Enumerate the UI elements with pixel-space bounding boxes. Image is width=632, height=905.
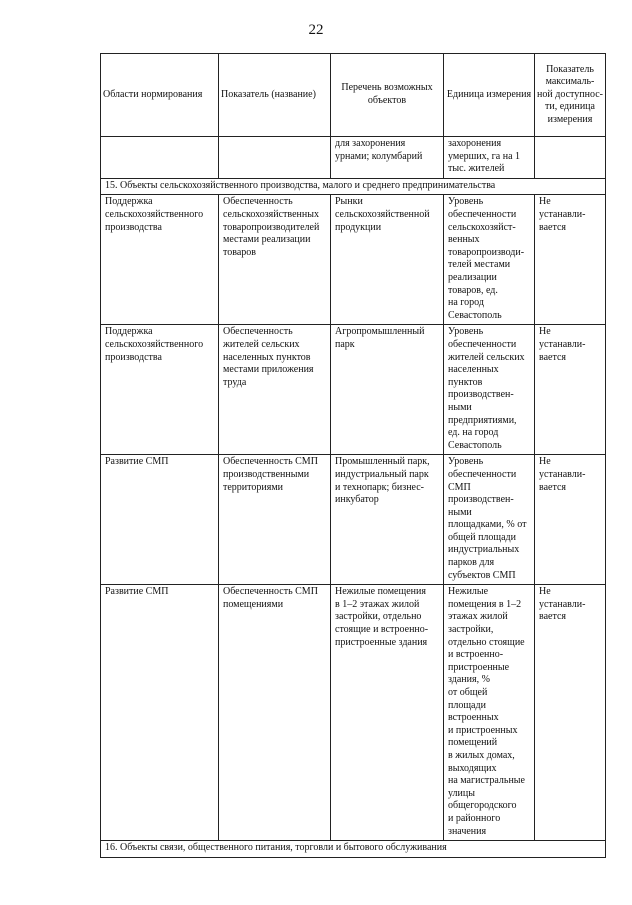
row-objects: Рынки сельскохозяйственной продукции <box>331 195 444 325</box>
row-area: Поддержка сельскохозяйственного производства <box>101 195 219 325</box>
row-indicator: Обеспеченность жителей сельских населенных пунктов местами приложения труда <box>219 325 331 455</box>
table-row <box>101 585 606 841</box>
header-unit: Единица измерения <box>444 54 535 137</box>
table-row <box>101 455 606 585</box>
section-15-title: 15. Объекты сельскохозяйственного производства, малого и среднего предпринимательства <box>101 178 606 195</box>
row-unit: Уровень обеспеченности жителей сельских населенных пунктов производствен- ными предприятиями, ед. на город Севастополь <box>444 325 535 455</box>
row-indicator: Обеспеченность сельскохозяйственных товаропроизводителей местами реализации товаров <box>219 195 331 325</box>
header-indicator: Показатель (название) <box>219 54 331 137</box>
header-objects: Перечень возможных объектов <box>331 54 444 137</box>
cont-indicator <box>219 137 331 179</box>
cont-unit: захоронения умерших, га на 1 тыс. жителей <box>444 137 535 179</box>
row-unit: Уровень обеспеченности СМП производствен- ными площадками, % от общей площади индустриальных парков для субъектов СМП <box>444 455 535 585</box>
table-row <box>101 325 606 455</box>
row-objects: Агропромышленный парк <box>331 325 444 455</box>
table-row <box>101 195 606 325</box>
row-area: Развитие СМП <box>101 585 219 841</box>
section-16-title: 16. Объекты связи, общественного питания, торговли и бытового обслуживания <box>101 841 606 858</box>
row-area: Поддержка сельскохозяйственного производства <box>101 325 219 455</box>
header-area: Области нормирования <box>101 54 219 137</box>
cont-max <box>535 137 606 179</box>
norm-table <box>100 53 606 858</box>
cont-area <box>101 137 219 179</box>
row-indicator: Обеспеченность СМП производственными территориями <box>219 455 331 585</box>
cont-objects: для захоронения урнами; колумбарий <box>331 137 444 179</box>
row-objects: Промышленный парк, индустриальный парк и технопарк; бизнес- инкубатор <box>331 455 444 585</box>
header-max-accessibility: Показатель максималь- ной доступнос- ти, единица измерения <box>535 54 606 137</box>
page-number: 22 <box>308 22 324 38</box>
section-row <box>101 178 606 195</box>
row-objects: Нежилые помещения в 1–2 этажах жилой застройки, отдельно стоящие и встроенно- пристроенные здания <box>331 585 444 841</box>
header-row <box>101 54 606 137</box>
section-row <box>101 841 606 858</box>
row-area: Развитие СМП <box>101 455 219 585</box>
continuation-row <box>101 137 606 179</box>
row-max: Не устанавли- вается <box>535 195 606 325</box>
row-max: Не устанавли- вается <box>535 585 606 841</box>
row-max: Не устанавли- вается <box>535 325 606 455</box>
row-max: Не устанавли- вается <box>535 455 606 585</box>
row-indicator: Обеспеченность СМП помещениями <box>219 585 331 841</box>
row-unit: Уровень обеспеченности сельскохозяйст- венных товаропроизводи- телей местами реализации товаров, ед. на город Севастополь <box>444 195 535 325</box>
row-unit: Нежилые помещения в 1–2 этажах жилой застройки, отдельно стоящие и встроенно- пристроенные здания, % от общей площади встроенных и пристроенных помещений в жилых домах, выходящих на магистральные улицы общегородского и районного значения <box>444 585 535 841</box>
